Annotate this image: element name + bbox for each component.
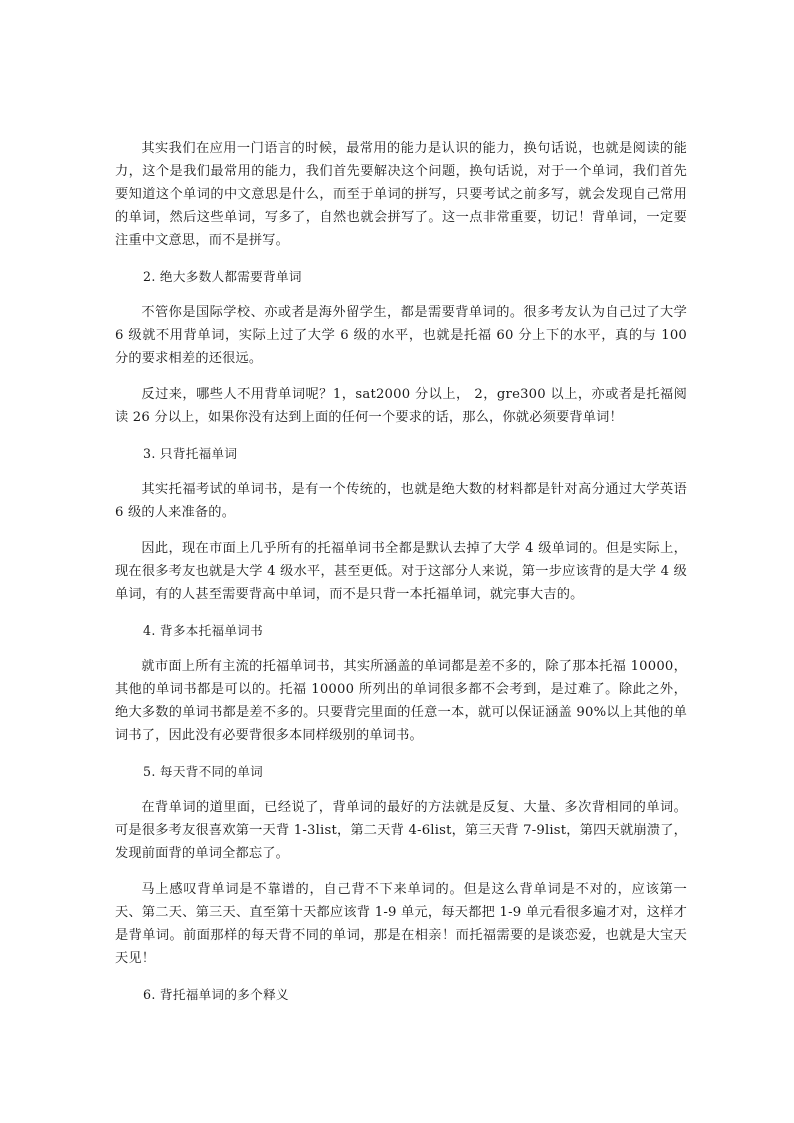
paragraph-section-5b: 马上感叹背单词是不靠谱的，自己背不下来单词的。但是这么背单词是不对的，应该第一天、第二天、第三天、直至第十天都应该背 1-9 单元，每天都把 1-9 单元看很多遍才对，这样才是背单词。前面那样的每天背不同的单词，那是在相亲！而托福需要的是谈恋爱，也就是大宝天天见！ [115, 882, 687, 966]
paragraph-section-3a: 其实托福考试的单词书，是有一个传统的，也就是绝大数的材料都是针对高分通过大学英语 6 级的人来准备的。 [115, 482, 687, 520]
paragraph-section-4: 就市面上所有主流的托福单词书，其实所涵盖的单词都是差不多的，除了那本托福 10000，其他的单词书都是可以的。托福 10000 所列出的单词很多都不会考到，是过难了。除此之外，绝大多数的单词书都是差不多的。只要背完里面的任意一本，就可以保证涵盖 90%以上其他的单词书了，因此没有必要背很多本同样级别的单词书。 [115, 659, 687, 743]
heading-section-6: 6. 背托福单词的多个释义 [143, 987, 289, 1002]
heading-section-4: 4. 背多本托福单词书 [143, 623, 264, 638]
paragraph-section-5a: 在背单词的道里面，已经说了，背单词的最好的方法就是反复、大量、多次背相同的单词。可是很多考友很喜欢第一天背 1-3list，第二天背 4-6list，第三天背 7-9list，第四天就崩溃了，发现前面背的单词全都忘了。 [115, 800, 687, 861]
heading-section-5: 5. 每天背不同的单词 [143, 764, 264, 779]
document-body [115, 137, 687, 1019]
heading-section-3: 3. 只背托福单词 [143, 446, 238, 461]
paragraph-intro: 其实我们在应用一门语言的时候，最常用的能力是认识的能力，换句话说，也就是阅读的能力，这个是我们最常用的能力，我们首先要解决这个问题，换句话说，对于一个单词，我们首先要知道这个单词的中文意思是什么，而至于单词的拼写，只要考试之前多写，就会发现自己常用的单词，然后这些单词，写多了，自然也就会拼写了。这一点非常重要，切记！背单词，一定要注重中文意思，而不是拼写。 [115, 141, 687, 248]
paragraph-section-3b: 因此，现在市面上几乎所有的托福单词书全都是默认去掉了大学 4 级单词的。但是实际上，现在很多考友也就是大学 4 级水平，甚至更低。对于这部分人来说，第一步应该背的是大学 4 级单词，有的人甚至需要背高中单词，而不是只背一本托福单词，就完事大吉的。 [115, 541, 687, 602]
paragraph-section-2b: 反过来，哪些人不用背单词呢？1，sat2000 分以上， 2，gre300 以上，亦或者是托福阅读 26 分以上，如果你没有达到上面的任何一个要求的话，那么，你就必须要背单词！ [115, 387, 687, 425]
heading-section-2: 2. 绝大多数人都需要背单词 [143, 269, 302, 284]
paragraph-section-2a: 不管你是国际学校、亦或者是海外留学生，都是需要背单词的。很多考友认为自己过了大学 6 级就不用背单词，实际上过了大学 6 级的水平，也就是托福 60 分上下的水平，真的与 100 分的要求相差的还很远。 [115, 305, 687, 366]
